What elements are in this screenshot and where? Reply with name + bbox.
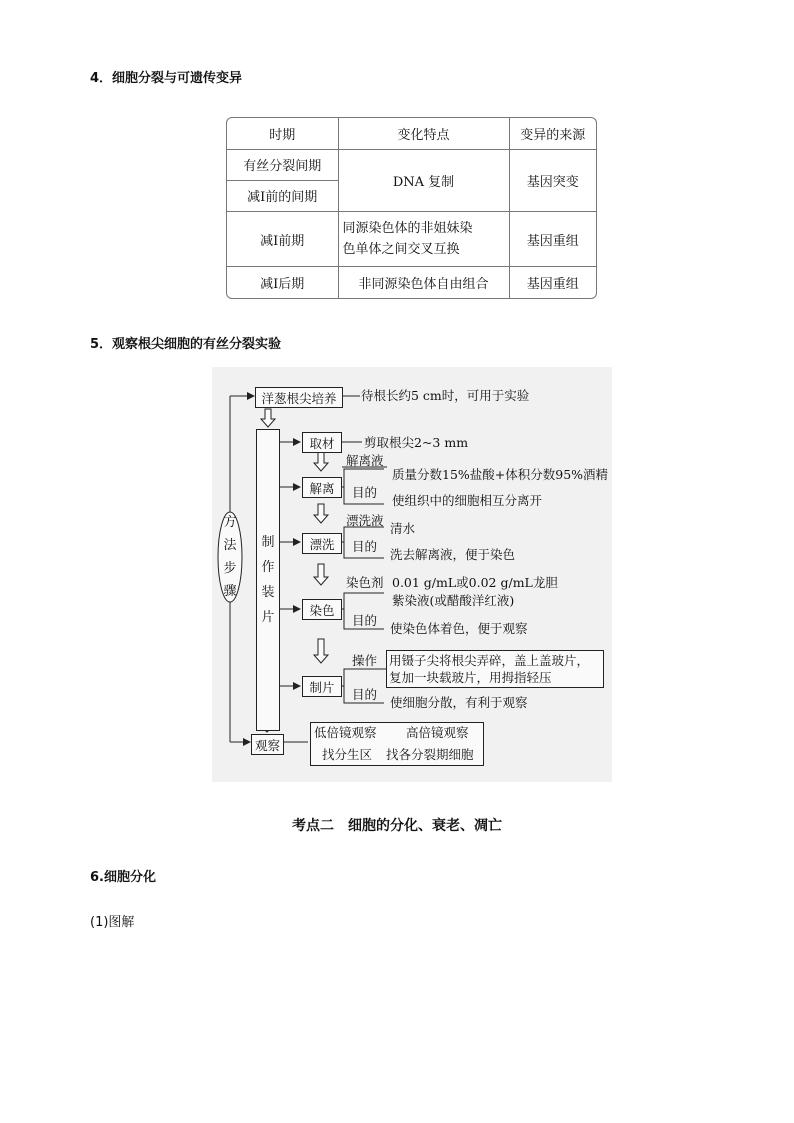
slide-operation-box: 用镊子尖将根尖弄碎，盖上盖玻片， 复加一块载玻片，用拇指轻压 [386, 650, 604, 688]
step-slide-box: 制片 [302, 676, 342, 697]
topic-2-heading: 考点二 细胞的分化、衰老、凋亡 [292, 818, 502, 834]
header-source: 变异的来源 [509, 118, 596, 149]
method-steps-label: 方 法 步 骤 [223, 515, 237, 599]
section-5-heading: 5．观察根尖细胞的有丝分裂实验 [90, 337, 282, 352]
feature-dna-replication: DNA 复制 [338, 149, 509, 211]
stain-reagent-line2: 紫染液(或醋酸洋红液) [392, 593, 515, 608]
rinse-reagent-label: 漂洗液 [346, 513, 384, 528]
period-meiosis1-anaphase: 减Ⅰ后期 [227, 267, 338, 298]
step-dissociate-box: 解离 [302, 477, 342, 498]
rinse-purpose-label: 目的 [352, 539, 378, 554]
rinse-purpose: 洗去解离液，便于染色 [390, 547, 516, 562]
source-gene-mutation: 基因突变 [509, 149, 596, 211]
observe-low: 低倍镜观察 [314, 725, 377, 740]
slide-purpose: 使细胞分散，有利于观察 [390, 695, 528, 710]
step-rinse-box: 漂洗 [302, 533, 342, 554]
feature-free-combination: 非同源染色体自由组合 [338, 267, 509, 298]
period-meiosis-interphase: 减Ⅰ前的间期 [227, 180, 338, 211]
header-feature: 变化特点 [338, 118, 509, 149]
dissociate-purpose-label: 目的 [352, 485, 378, 500]
slide-operation-label: 操作 [352, 653, 378, 668]
step-take-box: 取材 [302, 432, 342, 453]
dissociate-reagent-label: 解离液 [346, 453, 384, 468]
section-6-sub: (1)图解 [90, 915, 135, 930]
observe-find-zone: 找分生区 [322, 747, 373, 762]
stain-reagent-label: 染色剂 [346, 575, 384, 590]
step-take-note: 剪取根尖2~3 mm [364, 435, 469, 450]
observe-find-cells: 找各分裂期细胞 [386, 747, 474, 762]
section-4-heading: 4．细胞分裂与可遗传变异 [90, 71, 243, 86]
stain-reagent-line1: 0.01 g/mL或0.02 g/mL龙胆 [392, 575, 558, 590]
period-meiosis1-prophase: 减Ⅰ前期 [227, 212, 338, 267]
source-recombination-1: 基因重组 [509, 212, 596, 267]
dissociate-purpose: 使组织中的细胞相互分离开 [392, 493, 543, 508]
culture-box: 洋葱根尖培养 [255, 387, 343, 408]
dissociate-reagent: 质量分数15%盐酸+体积分数95%酒精 [392, 467, 609, 482]
observe-high: 高倍镜观察 [406, 725, 469, 740]
rinse-reagent: 清水 [390, 521, 416, 536]
culture-note: 待根长约5 cm时，可用于实验 [361, 388, 530, 403]
step-stain-box: 染色 [302, 599, 342, 620]
source-recombination-2: 基因重组 [509, 267, 596, 298]
make-slide-box: 制 作 装 片 [256, 429, 280, 731]
stain-purpose: 使染色体着色，便于观察 [390, 621, 528, 636]
stain-purpose-label: 目的 [352, 613, 378, 628]
step-observe-box: 观察 [251, 734, 284, 755]
section-6-heading: 6.细胞分化 [90, 870, 156, 885]
slide-purpose-label: 目的 [352, 687, 378, 702]
variation-table [226, 117, 597, 299]
period-mitosis-interphase: 有丝分裂间期 [227, 149, 338, 180]
experiment-flowchart [212, 367, 612, 782]
header-period: 时期 [227, 118, 338, 149]
feature-crossing-over: 同源染色体的非姐妹染 色单体之间交叉互换 [338, 212, 509, 267]
